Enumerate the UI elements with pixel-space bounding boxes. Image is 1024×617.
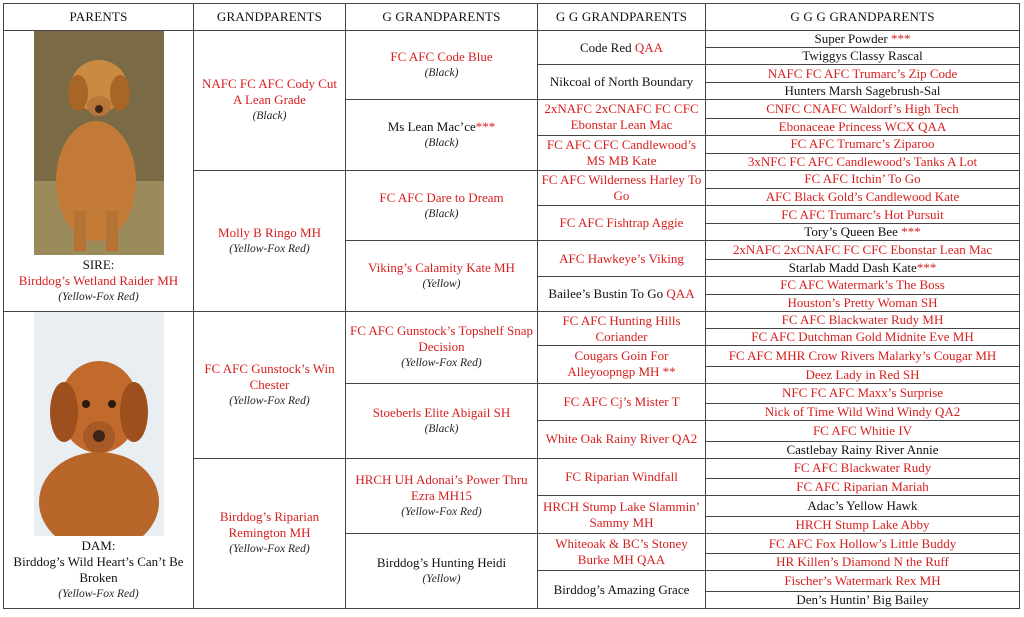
ggg-grandparent-cell — [706, 404, 1020, 421]
ggg-grandparent-name: Twiggys Classy Rascal — [802, 48, 923, 63]
gg-grandparent-name: White Oak Rainy River QA2 — [545, 431, 698, 447]
ggg-grandparent-cell — [706, 276, 1020, 294]
ggg-grandparent-name: AFC Black Gold’s Candlewood Kate — [765, 189, 960, 205]
g-grandparent-name — [349, 49, 534, 65]
ggg-grandparent-cell — [706, 259, 1020, 276]
g-grandparent-cell — [346, 312, 538, 384]
g-grandparent-name — [349, 119, 534, 135]
header-ggg-grandparents: G G G GRANDPARENTS — [706, 4, 1020, 31]
g-grandparent-name-text: Stoeberls Elite Abigail SH — [372, 404, 511, 420]
ggg-grandparent-name: FC AFC Fox Hollow’s Little Buddy — [768, 535, 957, 551]
ggg-grandparent-cell — [706, 329, 1020, 346]
ggg-grandparent-cell — [706, 516, 1020, 533]
g-grandparent-name-text: Viking’s Calamity Kate MH — [368, 260, 515, 276]
ggg-grandparent-cell — [706, 241, 1020, 259]
ggg-grandparent-name: 2xNAFC 2xCNAFC FC CFC Ebonstar Lean Mac — [732, 242, 993, 258]
g-grandparent-cell — [346, 241, 538, 312]
header-parents: PARENTS — [4, 4, 194, 31]
ggg-grandparent-cell — [706, 170, 1020, 188]
g-grandparent-cell — [346, 100, 538, 171]
gg-grandparent-cell — [538, 241, 706, 276]
pedigree-table — [3, 3, 1020, 609]
stars-mark: *** — [901, 224, 921, 240]
ggg-grandparent-cell — [706, 189, 1020, 206]
stars-mark: *** — [891, 31, 911, 46]
ggg-grandparent-cell — [706, 224, 1020, 241]
gg-grandparent-cell — [538, 276, 706, 311]
ggg-grandparent-cell — [706, 571, 1020, 592]
ggg-grandparent-name: NFC FC AFC Maxx’s Surprise — [781, 385, 944, 401]
g-grandparent-name — [349, 190, 534, 206]
gg-grandparent-name: Bailee’s Bustin To Go — [548, 285, 667, 301]
ggg-grandparent-name: FC AFC Trumarc’s Hot Pursuit — [781, 206, 944, 222]
g-grandparent-name-text: Birddog’s Hunting Heidi — [376, 554, 507, 570]
gg-grandparent-cell — [538, 100, 706, 135]
pedigree-row — [4, 31, 1020, 48]
g-grandparent-cell — [346, 170, 538, 241]
dam-color: (Yellow-Fox Red) — [58, 588, 139, 600]
gg-grandparent-name: 2xNAFC 2xCNAFC FC CFC Ebonstar Lean Mac — [544, 101, 699, 133]
ggg-grandparent-name: HRCH Stump Lake Abby — [795, 516, 930, 532]
title-suffix: QAA — [634, 39, 664, 55]
g-grandparent-name-text: Ms Lean Mac’ce — [387, 119, 476, 135]
gg-grandparent-cell — [538, 312, 706, 346]
g-grandparent-color: (Black) — [424, 207, 459, 220]
ggg-grandparent-cell — [706, 135, 1020, 153]
sire-photo — [34, 31, 164, 255]
ggg-grandparent-name: Starlab Madd Dash Kate — [788, 259, 917, 275]
g-grandparent-cell — [346, 458, 538, 533]
g-grandparent-color: (Yellow-Fox Red) — [401, 357, 482, 370]
header-row — [4, 4, 1020, 31]
ggg-grandparent-cell — [706, 83, 1020, 100]
gg-grandparent-cell — [538, 135, 706, 170]
gg-grandparent-name: FC AFC Wilderness Harley To Go — [541, 171, 702, 203]
ggg-grandparent-name: HR Killen’s Diamond N the Ruff — [776, 554, 949, 570]
g-grandparent-cell — [346, 533, 538, 608]
ggg-grandparent-cell — [706, 496, 1020, 517]
header-g-grandparents: G GRANDPARENTS — [346, 4, 538, 31]
ggg-grandparent-cell — [706, 31, 1020, 48]
pedigree-row — [4, 312, 1020, 329]
sire-name: Birddog’s Wetland Raider MH — [18, 273, 179, 288]
stars-mark: *** — [916, 259, 937, 275]
ggg-grandparent-cell — [706, 554, 1020, 571]
gg-grandparent-name: FC Riparian Windfall — [565, 468, 678, 484]
g-grandparent-name-text: FC AFC Gunstock’s Topshelf Snap Decision — [349, 323, 534, 355]
g-grandparent-color: (Yellow) — [422, 278, 461, 291]
ggg-grandparent-cell — [706, 441, 1020, 458]
ggg-grandparent-name: FC AFC Dutchman Gold Midnite Eve MH — [751, 329, 974, 344]
header-gg-grandparents: G G GRANDPARENTS — [538, 4, 706, 31]
g-grandparent-color: (Yellow) — [422, 572, 461, 585]
ggg-grandparent-name: FC AFC Trumarc’s Ziparoo — [790, 136, 935, 152]
gg-grandparent-cell — [538, 533, 706, 571]
grandparent-color: (Yellow-Fox Red) — [229, 543, 310, 556]
gg-grandparent-name: AFC Hawkeye’s Viking — [559, 250, 684, 266]
grandparent-cell — [194, 312, 346, 459]
dam-cell — [4, 312, 194, 609]
g-grandparent-cell — [346, 383, 538, 458]
gg-grandparent-name: FC AFC Hunting Hills Coriander — [562, 312, 681, 344]
g-grandparent-name — [349, 323, 534, 355]
ggg-grandparent-name: Nick of Time Wild Wind Windy QA2 — [764, 404, 961, 420]
ggg-grandparent-name: FC AFC Riparian Mariah — [796, 479, 929, 495]
grandparent-cell — [194, 31, 346, 171]
g-grandparent-name — [349, 555, 534, 571]
g-grandparent-name — [349, 472, 534, 504]
g-grandparent-color: (Yellow-Fox Red) — [401, 505, 482, 518]
sire-cell — [4, 31, 194, 312]
gg-grandparent-name: Code Red — [579, 39, 635, 55]
gg-grandparent-cell — [538, 421, 706, 459]
grandparent-color: (Black) — [252, 110, 287, 123]
gg-grandparent-cell — [538, 346, 706, 384]
grandparent-color: (Yellow-Fox Red) — [229, 394, 310, 407]
ggg-grandparent-cell — [706, 366, 1020, 383]
title-suffix: QAA — [666, 285, 695, 301]
gg-grandparent-name: Birddog’s Amazing Grace — [553, 581, 690, 597]
header-grandparents: GRANDPARENTS — [194, 4, 346, 31]
ggg-grandparent-name: Ebonaceae Princess WCX QAA — [778, 118, 947, 134]
ggg-grandparent-cell — [706, 383, 1020, 404]
ggg-grandparent-cell — [706, 65, 1020, 83]
g-grandparent-name-text: HRCH UH Adonai’s Power Thru Ezra MH15 — [355, 471, 528, 503]
grandparent-cell — [194, 458, 346, 608]
gg-grandparent-cell — [538, 170, 706, 205]
ggg-grandparent-cell — [706, 153, 1020, 170]
g-grandparent-color: (Black) — [424, 67, 459, 80]
ggg-grandparent-name: Hunters Marsh Sagebrush-Sal — [784, 83, 941, 99]
gg-grandparent-name: FC AFC CFC Candlewood’s MS MB Kate — [546, 136, 697, 168]
gg-grandparent-cell — [538, 206, 706, 241]
ggg-grandparent-name: FC AFC Blackwater Rudy MH — [781, 312, 944, 327]
gg-grandparent-cell — [538, 383, 706, 421]
ggg-grandparent-name: NAFC FC AFC Trumarc’s Zip Code — [767, 65, 958, 81]
ggg-grandparent-cell — [706, 533, 1020, 554]
ggg-grandparent-cell — [706, 346, 1020, 367]
dam-name: Birddog’s Wild Heart’s Can’t Be Broken — [13, 554, 184, 585]
ggg-grandparent-name: Tory’s Queen Bee — [804, 224, 902, 240]
ggg-grandparent-name: Deez Lady in Red SH — [805, 366, 920, 382]
ggg-grandparent-name: Fischer’s Watermark Rex MH — [784, 573, 941, 589]
ggg-grandparent-cell — [706, 118, 1020, 135]
grandparent-cell — [194, 170, 346, 311]
grandparent-name: NAFC FC AFC Cody Cut A Lean Grade — [201, 76, 338, 108]
ggg-grandparent-name: Houston’s Pretty Woman SH — [787, 295, 938, 310]
ggg-grandparent-name: CNFC CNAFC Waldorf’s High Tech — [766, 100, 959, 116]
ggg-grandparent-cell — [706, 48, 1020, 65]
ggg-grandparent-cell — [706, 312, 1020, 329]
gg-grandparent-cell — [538, 458, 706, 496]
gg-grandparent-name: FC AFC Fishtrap Aggie — [559, 215, 684, 231]
ggg-grandparent-name: Adac’s Yellow Hawk — [807, 498, 918, 514]
sire-color: (Yellow-Fox Red) — [58, 291, 139, 303]
g-grandparent-color: (Black) — [424, 137, 459, 150]
gg-grandparent-cell — [538, 571, 706, 609]
gg-grandparent-cell — [538, 65, 706, 100]
ggg-grandparent-cell — [706, 458, 1020, 479]
sire-role-label: SIRE: — [82, 257, 115, 272]
gg-grandparent-name: FC AFC Cj’s Mister T — [563, 393, 680, 409]
g-grandparent-name — [349, 260, 534, 276]
gg-grandparent-name: Whiteoak & BC’s Stoney Burke MH QAA — [555, 536, 688, 568]
ggg-grandparent-name: Den’s Huntin’ Big Bailey — [796, 592, 929, 607]
g-grandparent-cell — [346, 31, 538, 100]
g-grandparent-name — [349, 405, 534, 421]
gg-grandparent-name: Nikcoal of North Boundary — [549, 74, 694, 90]
ggg-grandparent-cell — [706, 100, 1020, 118]
ggg-grandparent-name: Castlebay Rainy River Annie — [786, 441, 939, 457]
grandparent-name: Birddog’s Riparian Remington MH — [219, 509, 320, 541]
ggg-grandparent-cell — [706, 421, 1020, 442]
ggg-grandparent-cell — [706, 206, 1020, 224]
dam-photo — [34, 312, 164, 536]
g-grandparent-name-text: FC AFC Code Blue — [390, 49, 493, 65]
ggg-grandparent-name: FC AFC MHR Crow Rivers Malarky’s Cougar MH — [728, 347, 997, 363]
ggg-grandparent-name: FC AFC Watermark’s The Boss — [780, 277, 945, 293]
gg-grandparent-cell — [538, 496, 706, 534]
dam-role-label: DAM: — [81, 538, 116, 553]
ggg-grandparent-name: FC AFC Whitie IV — [812, 422, 913, 438]
ggg-grandparent-cell — [706, 479, 1020, 496]
grandparent-color: (Yellow-Fox Red) — [229, 242, 310, 255]
ggg-grandparent-name: FC AFC Blackwater Rudy — [793, 460, 932, 476]
gg-grandparent-name: HRCH Stump Lake Slammin’ Sammy MH — [542, 498, 701, 530]
gg-grandparent-cell — [538, 31, 706, 65]
ggg-grandparent-cell — [706, 295, 1020, 312]
gg-grandparent-name: Cougars Goin For Alleyoopngp MH ** — [567, 348, 676, 380]
stars-mark: *** — [475, 119, 496, 135]
g-grandparent-name-text: FC AFC Dare to Dream — [379, 189, 504, 205]
ggg-grandparent-cell — [706, 592, 1020, 609]
grandparent-name: FC AFC Gunstock’s Win Chester — [204, 360, 335, 392]
ggg-grandparent-name: 3xNFC FC AFC Candlewood’s Tanks A Lot — [747, 153, 978, 169]
ggg-grandparent-name: FC AFC Itchin’ To Go — [804, 171, 921, 187]
grandparent-name: Molly B Ringo MH — [218, 224, 321, 240]
g-grandparent-color: (Black) — [424, 422, 459, 435]
ggg-grandparent-name: Super Powder — [814, 31, 892, 46]
